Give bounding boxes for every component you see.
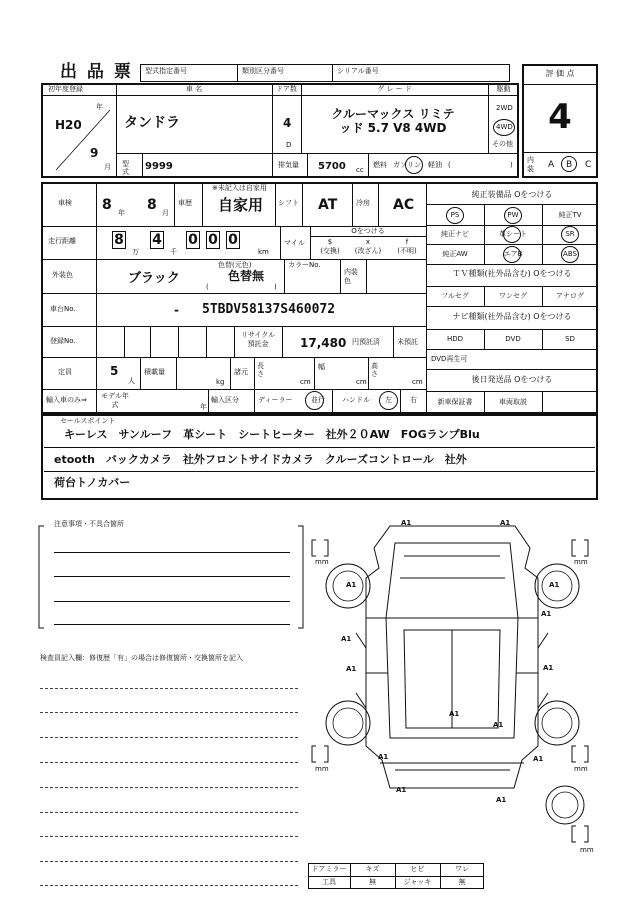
drive-4wd: 4WD	[496, 123, 513, 131]
color-paren-close: )	[274, 283, 277, 291]
mileage-sen: 千	[170, 248, 177, 256]
equip-abs: ABS	[563, 250, 577, 258]
sales-line-2: etooth バックカメラ 社外フロントサイドカメラ クルーズコントロール 社外	[54, 453, 467, 466]
equip-aw: 純正AW	[442, 250, 468, 258]
score-value: 4	[548, 97, 572, 137]
mm-fl: mm	[315, 558, 329, 566]
left-label: 左	[385, 396, 392, 404]
legend-none-1: 無	[369, 878, 376, 886]
damage-a1-7: A1	[346, 665, 357, 673]
height-cm: cm	[412, 378, 423, 386]
legend-crack: ヒビ	[410, 865, 425, 873]
equip-title: 純正装備品 Oをつける	[471, 190, 553, 199]
mm-rl: mm	[315, 765, 329, 773]
mileage-digit-2: 4	[150, 231, 164, 249]
interior-color-label: 内装色	[344, 268, 358, 285]
mark-label: Oをつける	[351, 227, 385, 235]
mm-rr: mm	[574, 765, 588, 773]
model-label: 型式	[122, 160, 129, 176]
mileage-digit-5: 0	[226, 231, 240, 249]
mileage-digit-4: 0	[206, 231, 220, 249]
unknown-label: (不明)	[397, 247, 417, 255]
dealer-label: ディーラー	[258, 396, 293, 404]
mm-fr: mm	[574, 558, 588, 566]
navi-dvd: DVD	[505, 335, 521, 343]
legend-ware: ワレ	[455, 865, 469, 873]
right-label: 右	[410, 396, 417, 404]
model-year-label: モデル年式	[101, 392, 129, 409]
score-label: 評 価 点	[545, 69, 575, 78]
color-label: 外装色	[52, 271, 73, 279]
fuel-paren-close: )	[510, 161, 513, 169]
exch-symbol: $	[327, 238, 333, 246]
cc-unit: cc	[356, 166, 364, 174]
grade-label: グ レ ー ド	[377, 85, 412, 93]
import-label: 輸入車のみ⇒	[46, 396, 87, 404]
equip-ps: PS	[450, 211, 460, 219]
first-reg-label: 初年度登録	[48, 85, 83, 93]
fuel-gasoline: ガソリン	[393, 161, 421, 169]
mileage-digit-1: 8	[112, 231, 126, 249]
capacity-value: 5	[110, 364, 119, 378]
drive-2wd: 2WD	[496, 104, 513, 112]
mm-spare: mm	[580, 846, 594, 854]
import-class-label: 輸入区分	[211, 396, 239, 404]
damage-a1-9: A1	[449, 710, 460, 718]
recycle-amount: 17,480	[300, 336, 347, 350]
recycle-label: リサイクル預託金	[240, 331, 276, 348]
drive-4wd-circle	[493, 119, 515, 136]
drive-label: 駆動	[496, 85, 511, 93]
equip-navi: 純正ナビ	[441, 230, 469, 238]
kg-unit: kg	[216, 378, 225, 386]
damage-a1-8: A1	[543, 664, 554, 672]
reg-year-unit: 年	[96, 103, 103, 111]
equip-sr: SR	[565, 230, 575, 238]
dvd-player: DVD再生可	[431, 355, 468, 363]
tv-fullseg: フルセグ	[441, 292, 469, 300]
page-title: 出 品 票	[60, 62, 133, 82]
interior-label: 内装	[527, 156, 534, 173]
parallel-label: 並行	[311, 396, 325, 404]
doors-value: 4	[283, 116, 292, 130]
shift-label: シフト	[278, 199, 299, 207]
sales-line-3: 荷台トノカバー	[54, 476, 131, 489]
type-cert-label: 型式指定番号	[145, 67, 187, 75]
fuel-diesel: 軽油	[428, 161, 442, 169]
interior-a: A	[548, 160, 555, 170]
mile-label: マイル	[284, 239, 305, 247]
capacity-unit: 人	[128, 377, 135, 385]
later-title: 後日発送品 Oをつける	[471, 375, 553, 384]
damage-a1-2: A1	[500, 519, 511, 527]
color-value: ブラック	[128, 271, 180, 286]
legend-none-2: 無	[458, 878, 466, 886]
damage-a1-1: A1	[401, 519, 412, 527]
width-cm: cm	[356, 378, 367, 386]
drive-other: その他	[492, 140, 513, 148]
width-label: 幅	[318, 363, 325, 371]
equip-airbag-circle	[503, 246, 521, 263]
chassis-value: 5TBDV58137S460072	[202, 302, 336, 317]
fuel-label: 燃料	[373, 161, 387, 169]
interior-b-circle	[561, 156, 577, 172]
color-change: 色替無	[228, 269, 265, 283]
chassis-label: 車台No.	[50, 305, 76, 313]
mileage-man: 万	[132, 248, 139, 256]
interior-c: C	[585, 160, 592, 170]
insp-year: 8	[102, 197, 112, 213]
equip-leather: 革シート	[499, 230, 527, 238]
inspection-label: 車検	[58, 199, 72, 207]
manual: 車両取説	[499, 398, 527, 406]
tv-analog: アナログ	[556, 292, 584, 300]
legend-scratch: キズ	[365, 865, 380, 873]
tv-type-title: ＴＶ種類(社外品含む) Oをつける	[452, 269, 572, 278]
color-change-label: 色替(元色)	[218, 261, 252, 269]
damage-a1-5: A1	[541, 610, 552, 618]
car-name-label: 車 名	[185, 85, 203, 93]
sales-label: セールスポイント	[60, 417, 116, 425]
height-label: 高さ	[371, 362, 378, 378]
equip-pw-circle	[504, 207, 522, 224]
navi-hdd: HDD	[446, 335, 464, 343]
model-year-unit: 年	[200, 403, 207, 411]
tamper-label: (改ざん)	[354, 247, 382, 255]
warranty: 新車保証書	[437, 398, 473, 406]
mileage-label: 走行距離	[48, 237, 76, 245]
equip-tv: 純正TV	[558, 211, 582, 219]
fuel-gasoline-circle	[405, 156, 423, 174]
navi-sd: SD	[565, 335, 575, 343]
notes-bracket	[36, 522, 306, 632]
serial-label: シリアル番号	[337, 67, 379, 75]
recycle-unpaid: 未預託	[397, 338, 418, 346]
car-name: タンドラ	[124, 115, 180, 131]
interior-b: B	[566, 160, 573, 170]
fuel-paren-open: (	[448, 161, 451, 169]
equip-sr-circle	[561, 226, 579, 243]
ac-label: 冷房	[356, 199, 370, 207]
damage-a1-4: A1	[549, 581, 560, 589]
model-value: 9999	[145, 161, 173, 172]
damage-a1-12: A1	[533, 755, 544, 763]
equip-abs-circle	[561, 246, 579, 263]
doors-label: ドア数	[276, 85, 297, 93]
insp-month: 8	[147, 197, 157, 213]
shift-value: AT	[318, 197, 338, 213]
damage-a1-13: A1	[396, 786, 407, 794]
load-label: 積載量	[144, 368, 165, 376]
mileage-km: km	[258, 248, 269, 256]
damage-a1-11: A1	[378, 753, 389, 761]
reg-month-unit: 月	[104, 163, 111, 171]
capacity-label: 定員	[58, 368, 72, 376]
equip-airbag: エアB	[503, 250, 523, 258]
vehicle-type-label: 車歴	[178, 199, 192, 207]
recycle-paid: 円預託済	[352, 338, 380, 346]
equip-leather-circle	[503, 226, 521, 243]
length-label: 長さ	[257, 362, 264, 378]
displacement-label: 排気量	[278, 161, 299, 169]
car-diagram	[300, 508, 610, 868]
sales-line-1: キーレス サンルーフ 革シート シートヒーター 社外２０AW FOGランプBlu	[64, 428, 480, 441]
damage-a1-3: A1	[346, 581, 357, 589]
vehicle-type-note: ※未記入は自家用	[212, 184, 267, 192]
chassis-dash: -	[174, 303, 179, 317]
doors-unit: D	[286, 141, 292, 149]
vehicle-type: 自家用	[218, 196, 264, 214]
header-id-row	[140, 64, 510, 82]
parallel-circle	[305, 391, 324, 410]
notes-title: 注意事項・不具合箇所	[54, 520, 124, 528]
equip-ps-circle	[446, 207, 464, 224]
mileage-digit-3: 0	[186, 231, 200, 249]
equip-pw: PW	[507, 211, 519, 219]
left-circle	[379, 391, 398, 410]
handle-label: ハンドル	[342, 396, 370, 404]
legend-mirror: ドアミラー	[311, 865, 347, 873]
length-cm: cm	[300, 378, 311, 386]
navi-type-title: ナビ種類(社外品含む) Oをつける	[452, 312, 572, 321]
reg-month: 9	[90, 146, 99, 160]
grade-value: クルーマックス リミテッド 5.7 V8 4WD	[331, 107, 455, 135]
color-no-label: カラーNo.	[288, 261, 321, 269]
dims-label: 諸元	[234, 368, 248, 376]
displacement-value: 5700	[318, 161, 346, 172]
insp-year-unit: 年	[118, 209, 125, 217]
inspector-note: 検査員記入欄：修復歴「有」の場合は修復箇所・交換箇所を記入	[40, 654, 243, 662]
damage-a1-14: A1	[496, 796, 507, 804]
color-paren-open: (	[206, 283, 209, 291]
tamper-symbol: x	[365, 238, 371, 246]
ac-value: AC	[393, 197, 415, 213]
reg-no-label: 登録No.	[50, 337, 76, 345]
legend-tool: 工具	[322, 878, 336, 886]
unknown-symbol: f	[405, 238, 409, 246]
exch-label: (交換)	[320, 247, 340, 255]
tv-oneseg: ワンセグ	[499, 292, 527, 300]
reg-era: H20	[55, 118, 82, 132]
insp-month-unit: 月	[162, 209, 169, 217]
class-label: 類別区分番号	[242, 67, 284, 75]
damage-a1-6: A1	[341, 635, 352, 643]
damage-a1-10: A1	[493, 721, 504, 729]
legend-jack: ジャッキ	[403, 878, 432, 886]
